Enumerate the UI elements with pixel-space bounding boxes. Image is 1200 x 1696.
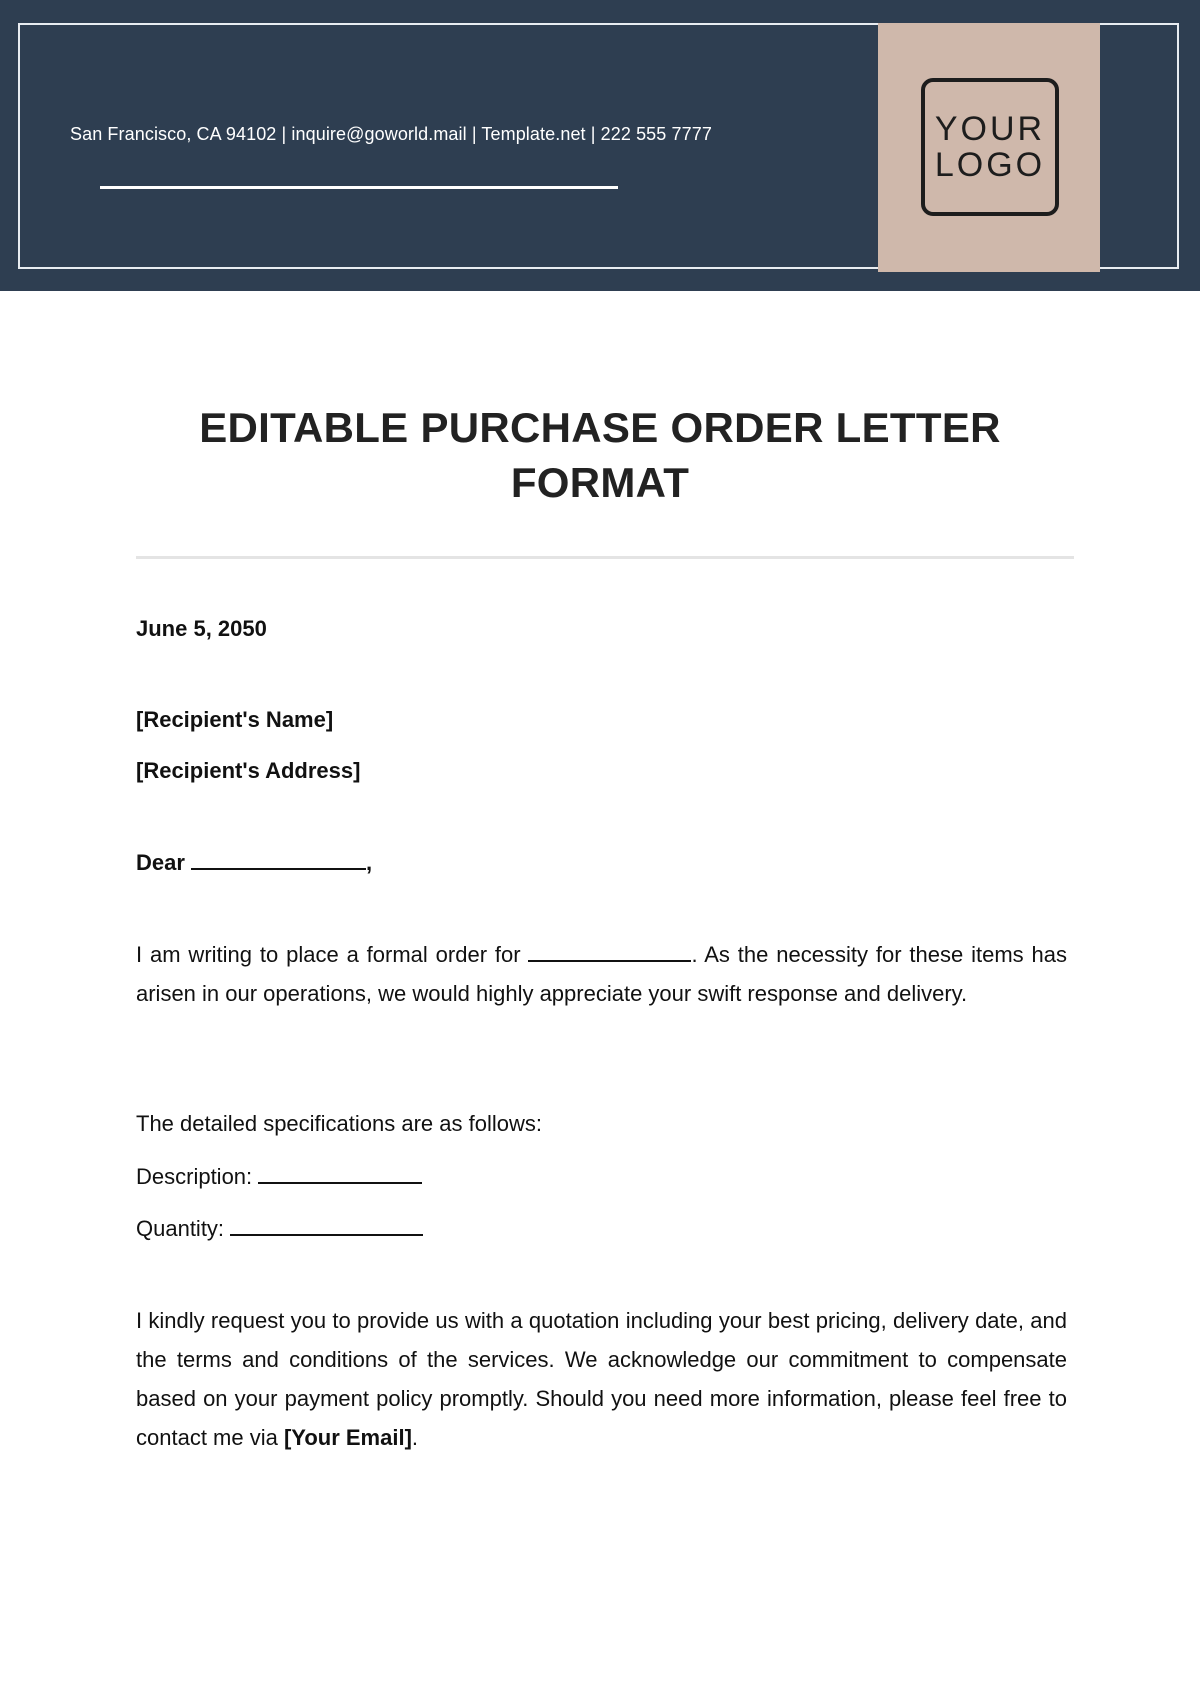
salutation-suffix: , <box>366 850 373 875</box>
title-divider <box>136 556 1074 559</box>
para1-end: . As the necessity for these items has arisen in our operations, we would highly appreciate your swift response and delivery. <box>136 942 1068 1006</box>
letter-date: June 5, 2050 <box>136 616 267 641</box>
recipient-address: [Recipient's Address] <box>136 758 361 783</box>
para2-text: I kindly request you to provide us with a quotation including your best pricing, delivery date, and the terms and conditions of the services. We acknowledge our commitment to compensate based on your payment policy promptly. Should you need more information, please feel free to contact me via <box>136 1308 1067 1450</box>
logo-text-line2: LOGO <box>934 146 1046 184</box>
contact-email-placeholder: [Your Email] <box>283 1425 412 1450</box>
para1-start: I am writing to place a formal order for <box>136 942 521 967</box>
logo-text-line1: YOUR <box>934 110 1046 148</box>
document-title: EDITABLE PURCHASE ORDER LETTER FORMAT <box>199 404 1001 506</box>
contact-info: San Francisco, CA 94102 | inquire@goworld.mail | Template.net | 222 555 7777 <box>70 124 712 144</box>
salutation-prefix: Dear <box>136 850 185 875</box>
paragraph-order-intro <box>136 935 1067 1013</box>
salutation <box>136 843 1067 882</box>
logo-panel <box>878 23 1100 272</box>
quantity-line <box>136 1209 1067 1248</box>
letterhead <box>0 0 1200 291</box>
paragraph-quotation-request <box>136 1301 1067 1457</box>
header-divider <box>100 186 618 189</box>
specs-intro: The detailed specifications are as follows: <box>136 1111 542 1136</box>
recipient-name: [Recipient's Name] <box>136 707 334 732</box>
para2-end: . <box>411 1425 419 1450</box>
description-line <box>136 1157 1067 1196</box>
order-item-blank <box>528 938 691 962</box>
logo-placeholder <box>921 78 1059 216</box>
quantity-label: Quantity: <box>136 1216 225 1241</box>
description-label: Description: <box>136 1164 253 1189</box>
quantity-blank <box>230 1212 423 1236</box>
salutation-blank <box>191 846 366 870</box>
description-blank <box>258 1160 422 1184</box>
